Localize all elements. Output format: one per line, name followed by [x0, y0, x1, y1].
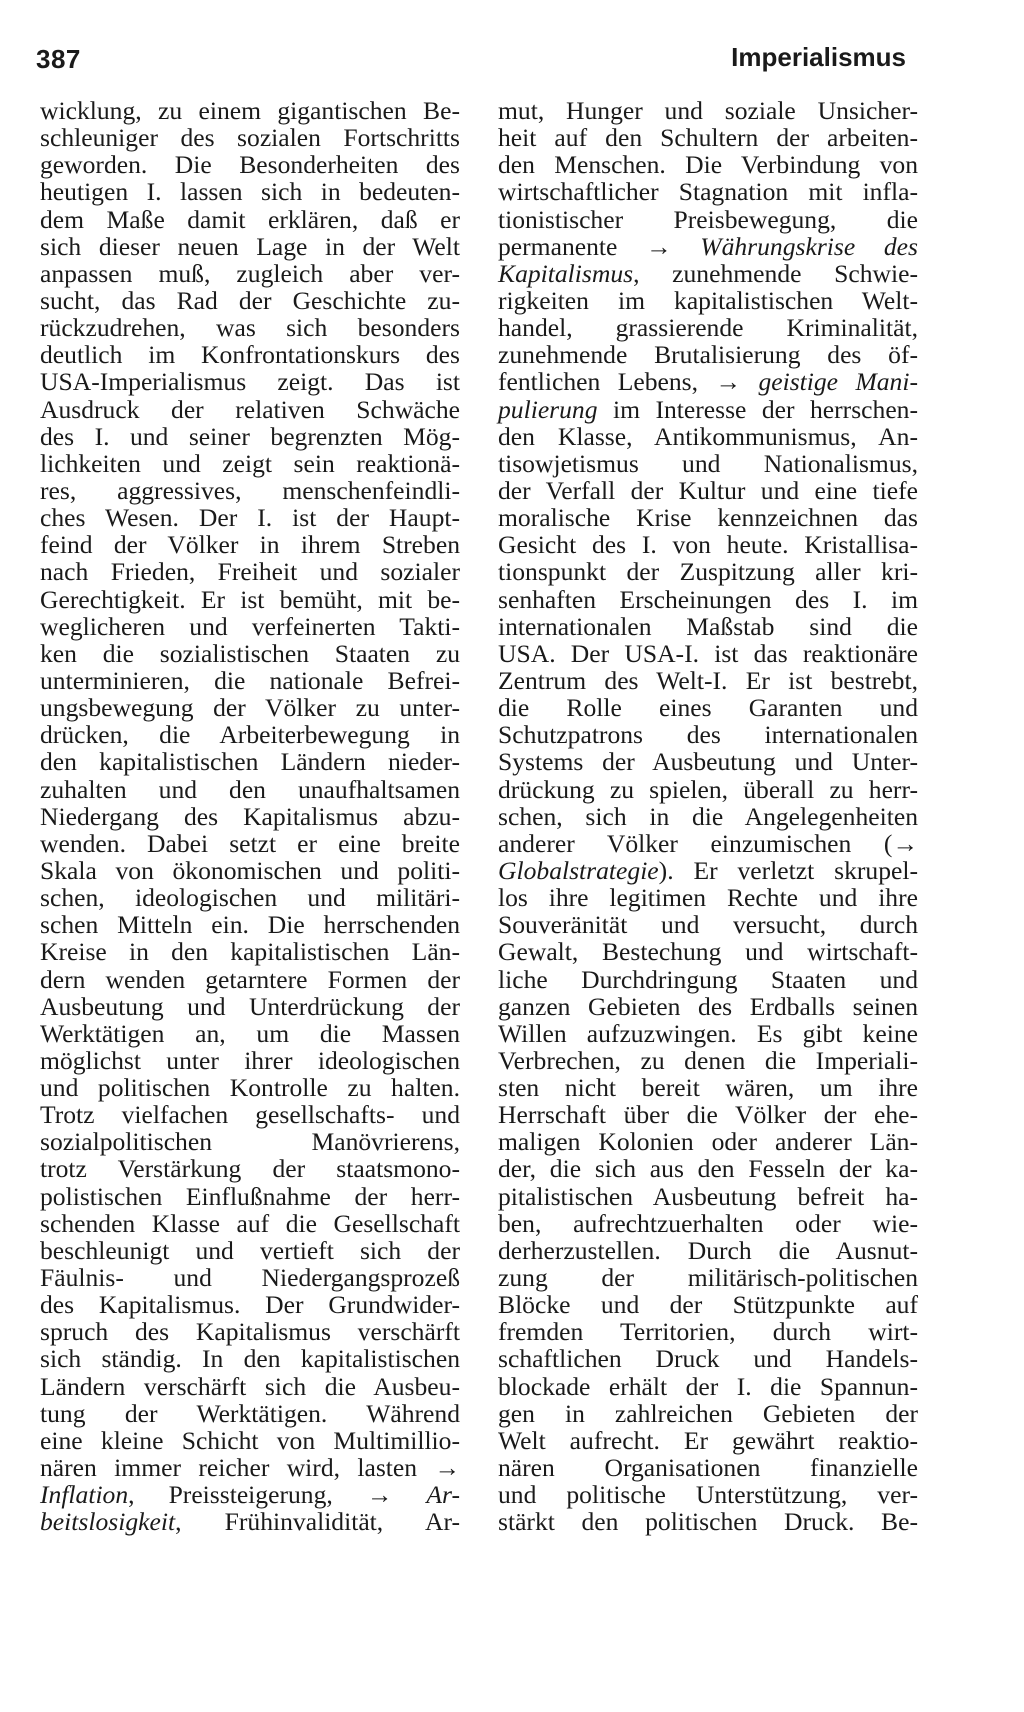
text-line: [498, 396, 918, 423]
text-segment: zung der militärisch-politischen: [498, 1263, 918, 1293]
text-line: [40, 1318, 460, 1345]
text-line: [40, 368, 460, 395]
text-line: [498, 1128, 918, 1155]
text-line: [40, 1237, 460, 1264]
text-segment: schen Mitteln ein. Die herrschenden: [40, 910, 460, 940]
text-segment: drücken, die Arbeiterbewegung in: [40, 720, 460, 750]
text-line: [40, 1183, 460, 1210]
text-segment: rigkeiten im kapitalistischen Welt-: [498, 285, 918, 315]
text-segment: USA. Der USA-I. ist das reaktionäre: [498, 638, 918, 668]
text-line: [498, 531, 918, 558]
text-segment: schenden Klasse auf die Gesellschaft: [40, 1208, 460, 1238]
text-segment: unterminieren, die nationale Befrei-: [40, 665, 460, 695]
text-segment: blockade erhält der I. die Spannun-: [498, 1371, 918, 1401]
text-segment: den Menschen. Die Verbindung von: [498, 150, 918, 180]
text-segment: Trotz vielfachen gesellschafts- und: [40, 1100, 460, 1130]
text-line: [498, 938, 918, 965]
text-line: [498, 287, 918, 314]
text-line: [498, 341, 918, 368]
text-line: [40, 287, 460, 314]
text-segment: , Frühinvalidität, Ar-: [175, 1507, 460, 1537]
text-line: [498, 1373, 918, 1400]
text-segment: Gerechtigkeit. Er ist bemüht, mit be-: [40, 584, 460, 614]
text-line: [498, 613, 918, 640]
text-segment: Ausbeutung und Unterdrückung der: [40, 991, 460, 1021]
text-segment: im Interesse der herrschen-: [597, 394, 918, 424]
text-segment: Gesicht des I. von heute. Kristallisa-: [498, 530, 918, 560]
text-line: [40, 803, 460, 830]
text-column-right: [498, 97, 918, 1535]
text-line: [498, 966, 918, 993]
text-line: [498, 911, 918, 938]
text-segment: Schutzpatrons des internationalen: [498, 720, 918, 750]
text-segment: schaftlichen Druck und Handels-: [498, 1344, 918, 1374]
text-segment: Verbrechen, zu denen die Imperiali-: [498, 1045, 918, 1075]
text-line: [498, 124, 918, 151]
text-line: [40, 1074, 460, 1101]
text-segment: geworden. Die Besonderheiten des: [40, 150, 460, 180]
text-segment: ken die sozialistischen Staaten zu: [40, 638, 460, 668]
text-line: [40, 504, 460, 531]
text-segment: tisowjetismus und Nationalismus,: [498, 448, 918, 478]
text-segment: ungsbewegung der Völker zu unter-: [40, 693, 460, 723]
text-segment: den Klasse, Antikommunismus, An-: [498, 421, 918, 451]
text-line: [498, 803, 918, 830]
text-segment: ben, aufrechtzuerhalten oder wie-: [498, 1208, 918, 1238]
text-segment: sucht, das Rad der Geschichte zu-: [40, 285, 460, 315]
text-segment: ). Er verletzt skrupel-: [658, 855, 918, 885]
running-head: Imperialismus: [731, 42, 906, 72]
text-line: [498, 1291, 918, 1318]
text-segment: feind der Völker in ihrem Streben: [40, 530, 460, 560]
text-segment: nären Organisationen finanzielle: [498, 1453, 918, 1483]
text-line: [498, 1074, 918, 1101]
text-segment: Systems der Ausbeutung und Unter-: [498, 747, 918, 777]
text-line: [498, 1345, 918, 1372]
text-segment: maligen Kolonien oder anderer Län-: [498, 1127, 918, 1157]
text-line: [40, 1508, 460, 1535]
text-line: [498, 260, 918, 287]
text-segment: ches Wesen. Der I. ist der Haupt-: [40, 503, 460, 533]
cross-reference-term: pulierung: [498, 394, 598, 424]
text-segment: den kapitalistischen Ländern nieder-: [40, 747, 460, 777]
text-line: [40, 396, 460, 423]
text-line: [40, 830, 460, 857]
text-segment: nach Frieden, Freiheit und sozialer: [40, 557, 460, 587]
text-segment: die Rolle eines Garanten und: [498, 693, 918, 723]
text-segment: senhaften Erscheinungen des I. im: [498, 584, 918, 614]
text-segment: , Preissteigerung, →: [128, 1480, 427, 1510]
text-segment: Herrschaft über die Völker der ehe-: [498, 1100, 918, 1130]
text-line: [498, 206, 918, 233]
text-line: [498, 993, 918, 1020]
text-line: [498, 586, 918, 613]
text-line: [498, 450, 918, 477]
text-segment: internationalen Maßstab sind die: [498, 611, 918, 641]
text-segment: res, aggressives, menschenfeindli-: [40, 475, 460, 505]
text-column-left: [40, 97, 460, 1535]
text-segment: des Kapitalismus. Der Grundwider-: [40, 1290, 460, 1320]
cross-reference-term: beitslosigkeit: [40, 1507, 176, 1537]
text-segment: derherzustellen. Durch die Ausnut-: [498, 1235, 918, 1265]
text-line: [40, 938, 460, 965]
text-line: [40, 1454, 460, 1481]
text-segment: lichkeiten und zeigt sein reaktionä-: [40, 448, 460, 478]
text-segment: Souveränität und versucht, durch: [498, 910, 918, 940]
text-segment: drückung zu spielen, überall zu herr-: [498, 774, 918, 804]
text-line: [40, 233, 460, 260]
text-line: [498, 1020, 918, 1047]
text-line: [498, 1481, 918, 1508]
text-segment: Welt aufrecht. Er gewährt reaktio-: [498, 1425, 918, 1455]
text-line: [40, 97, 460, 124]
text-segment: anpassen muß, zugleich aber ver-: [40, 258, 460, 288]
text-line: [498, 423, 918, 450]
text-segment: tionistischer Preisbewegung, die: [498, 204, 918, 234]
text-line: [40, 667, 460, 694]
text-segment: deutlich im Konfrontationskurs des: [40, 340, 460, 370]
text-line: [498, 558, 918, 585]
text-line: [498, 1210, 918, 1237]
text-segment: mut, Hunger und soziale Unsicher-: [498, 96, 918, 125]
text-line: [40, 1128, 460, 1155]
text-line: [40, 423, 460, 450]
text-line: [40, 178, 460, 205]
text-line: [40, 748, 460, 775]
text-line: [498, 1237, 918, 1264]
text-line: [498, 233, 918, 260]
text-segment: stärkt den politischen Druck. Be-: [498, 1507, 918, 1537]
text-segment: polistischen Einflußnahme der herr-: [40, 1181, 460, 1211]
text-line: [40, 884, 460, 911]
text-line: [498, 477, 918, 504]
text-line: [40, 1047, 460, 1074]
text-segment: zunehmende Brutalisierung des öf-: [498, 340, 918, 370]
cross-reference-term: Globalstrategie: [498, 855, 659, 885]
text-segment: und politische Unterstützung, ver-: [498, 1480, 918, 1510]
text-segment: sich ständig. In den kapitalistischen: [40, 1344, 460, 1374]
text-line: [498, 1155, 918, 1182]
cross-reference-term: Währungskrise des: [700, 231, 919, 261]
text-line: [40, 1345, 460, 1372]
text-line: [498, 857, 918, 884]
text-segment: Niedergang des Kapitalismus abzu-: [40, 801, 460, 831]
text-segment: dem Maße damit erklären, daß er: [40, 204, 460, 234]
text-line: [40, 776, 460, 803]
text-line: [40, 857, 460, 884]
text-segment: Ausdruck der relativen Schwäche: [40, 394, 460, 424]
cross-reference-term: Ar-: [426, 1480, 460, 1510]
text-line: [40, 531, 460, 558]
text-segment: zuhalten und den unaufhaltsamen: [40, 774, 460, 804]
cross-reference-term: Inflation: [40, 1480, 129, 1510]
text-line: [40, 124, 460, 151]
text-segment: heutigen I. lassen sich in bedeuten-: [40, 177, 460, 207]
text-segment: nären immer reicher wird, lasten →: [40, 1453, 460, 1483]
text-segment: permanente →: [498, 231, 701, 261]
text-segment: spruch des Kapitalismus verschärft: [40, 1317, 460, 1347]
text-segment: anderer Völker einzumischen (→: [498, 828, 918, 858]
text-segment: USA-Imperialismus zeigt. Das ist: [40, 367, 460, 397]
text-line: [498, 721, 918, 748]
text-segment: sich dieser neuen Lage in der Welt: [40, 231, 460, 261]
text-segment: tionspunkt der Zuspitzung aller kri-: [498, 557, 918, 587]
text-segment: handel, grassierende Kriminalität,: [498, 313, 918, 343]
text-line: [40, 314, 460, 341]
text-line: [40, 586, 460, 613]
text-line: [498, 314, 918, 341]
text-segment: sten nicht bereit wären, um ihre: [498, 1073, 918, 1103]
text-line: [40, 450, 460, 477]
text-line: [498, 640, 918, 667]
text-line: [498, 1427, 918, 1454]
text-segment: liche Durchdringung Staaten und: [498, 964, 918, 994]
text-line: [498, 1183, 918, 1210]
text-segment: Ländern verschärft sich die Ausbeu-: [40, 1371, 460, 1401]
text-line: [498, 1400, 918, 1427]
text-line: [40, 558, 460, 585]
text-segment: sozialpolitischen Manövrierens,: [40, 1127, 460, 1157]
text-segment: Kreise in den kapitalistischen Län-: [40, 937, 460, 967]
text-segment: gen in zahlreichen Gebieten der: [498, 1398, 918, 1428]
text-segment: wirtschaftlicher Stagnation mit infla-: [498, 177, 918, 207]
text-segment: trotz Verstärkung der staatsmono-: [40, 1154, 460, 1184]
text-line: [40, 1400, 460, 1427]
text-segment: Zentrum des Welt-I. Er ist bestrebt,: [498, 665, 918, 695]
text-segment: wicklung, zu einem gigantischen Be-: [40, 96, 460, 125]
text-segment: der, die sich aus den Fesseln der ka-: [498, 1154, 918, 1184]
text-line: [498, 1047, 918, 1074]
text-line: [40, 477, 460, 504]
text-line: [498, 178, 918, 205]
text-segment: Gewalt, Bestechung und wirtschaft-: [498, 937, 918, 967]
text-segment: und politischen Kontrolle zu halten.: [40, 1073, 460, 1103]
text-segment: wenden. Dabei setzt er eine breite: [40, 828, 460, 858]
text-segment: ganzen Gebieten des Erdballs seinen: [498, 991, 918, 1021]
text-line: [498, 776, 918, 803]
text-segment: los ihre legitimen Rechte und ihre: [498, 883, 918, 913]
text-segment: Fäulnis- und Niedergangsprozeß: [40, 1263, 460, 1293]
text-line: [498, 1508, 918, 1535]
text-line: [498, 830, 918, 857]
text-line: [498, 1454, 918, 1481]
text-segment: pitalistischen Ausbeutung befreit ha-: [498, 1181, 918, 1211]
text-segment: Skala von ökonomischen und politi-: [40, 855, 460, 885]
text-line: [40, 1373, 460, 1400]
text-segment: rückzudrehen, was sich besonders: [40, 313, 460, 343]
text-line: [40, 721, 460, 748]
text-line: [498, 1264, 918, 1291]
text-segment: , zunehmende Schwie-: [633, 258, 918, 288]
text-line: [498, 504, 918, 531]
text-segment: der Verfall der Kultur und eine tiefe: [498, 475, 918, 505]
text-segment: heit auf den Schultern der arbeiten-: [498, 123, 918, 153]
text-segment: moralische Krise kennzeichnen das: [498, 503, 918, 533]
text-line: [40, 1210, 460, 1237]
text-line: [498, 1101, 918, 1128]
text-segment: schleuniger des sozialen Fortschritts: [40, 123, 460, 153]
text-line: [498, 151, 918, 178]
text-segment: des I. und seiner begrenzten Mög-: [40, 421, 460, 451]
text-line: [498, 694, 918, 721]
cross-reference-term: Kapitalismus: [498, 258, 634, 288]
text-segment: dern wenden getarntere Formen der: [40, 964, 460, 994]
text-segment: fremden Territorien, durch wirt-: [498, 1317, 918, 1347]
text-line: [40, 341, 460, 368]
text-segment: Blöcke und der Stützpunkte auf: [498, 1290, 918, 1320]
text-line: [40, 613, 460, 640]
text-line: [40, 1291, 460, 1318]
text-line: [40, 1264, 460, 1291]
text-line: [40, 966, 460, 993]
text-segment: Willen aufzuzwingen. Es gibt keine: [498, 1018, 918, 1048]
text-line: [40, 1101, 460, 1128]
text-line: [40, 1427, 460, 1454]
text-line: [40, 1020, 460, 1047]
text-line: [40, 206, 460, 233]
text-line: [40, 911, 460, 938]
text-line: [40, 1155, 460, 1182]
text-line: [498, 97, 918, 124]
text-line: [498, 748, 918, 775]
text-line: [40, 1481, 460, 1508]
text-segment: eine kleine Schicht von Multimillio-: [40, 1425, 460, 1455]
text-line: [498, 1318, 918, 1345]
text-segment: schen, ideologischen und militäri-: [40, 883, 460, 913]
text-line: [498, 884, 918, 911]
text-line: [40, 151, 460, 178]
text-segment: weglicheren und verfeinerten Takti-: [40, 611, 460, 641]
text-segment: tung der Werktätigen. Während: [40, 1398, 460, 1428]
text-line: [40, 694, 460, 721]
text-segment: Werktätigen an, um die Massen: [40, 1018, 460, 1048]
page-number: 387: [36, 44, 81, 74]
text-segment: beschleunigt und vertieft sich der: [40, 1235, 460, 1265]
text-segment: fentlichen Lebens, →: [498, 367, 759, 397]
text-segment: möglichst unter ihrer ideologischen: [40, 1045, 460, 1075]
text-line: [40, 640, 460, 667]
text-segment: schen, sich in die Angelegenheiten: [498, 801, 918, 831]
cross-reference-term: geistige Mani-: [758, 367, 918, 397]
text-line: [498, 368, 918, 395]
text-line: [40, 260, 460, 287]
text-line: [498, 667, 918, 694]
text-line: [40, 993, 460, 1020]
